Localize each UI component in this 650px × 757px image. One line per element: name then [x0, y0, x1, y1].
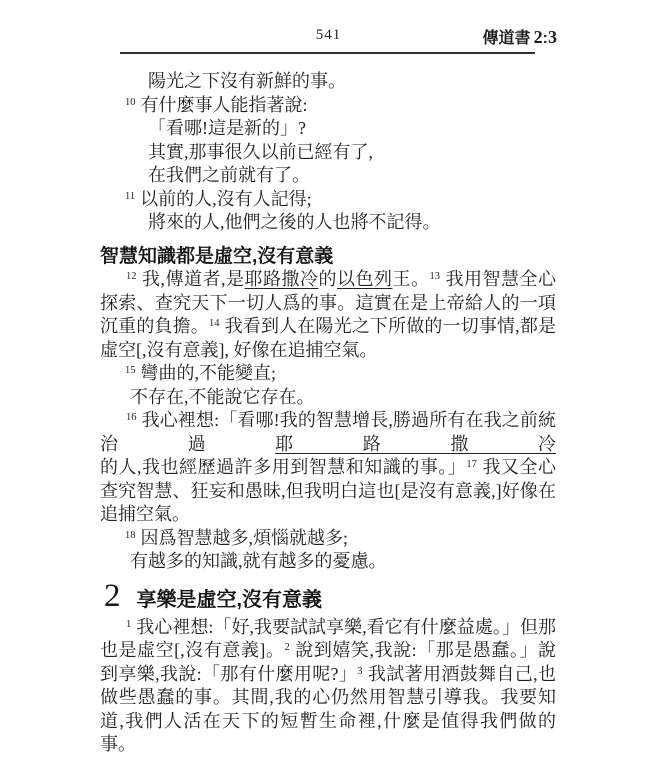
proper-noun-underlined: 以色列 [337, 269, 393, 289]
verse-number: 15 [125, 365, 136, 376]
body-text: 有越多的知識,就有越多的憂慮。 [130, 551, 387, 571]
poetry-block [100, 362, 556, 409]
body-text: 其實,那事很久以前已經有了, [148, 141, 373, 162]
scripture-content [100, 70, 556, 757]
poetry-block [100, 527, 556, 574]
poetry-line [100, 141, 556, 165]
verse-number: 18 [125, 529, 136, 541]
body-paragraph [100, 268, 556, 362]
chapter-title: 享樂是虛空,沒有意義 [136, 588, 323, 611]
book-title: 傳道書 [482, 30, 531, 47]
body-text: 我心裡想:「好,我要試試享樂,看它有什麼益處。」但那也是虛空[,沒有意義]。 [100, 616, 556, 660]
body-text: 有什麼事人能指著說: [140, 94, 308, 115]
body-text: 陽光之下沒有新鮮的事。 [148, 71, 346, 91]
body-text: 在我們之前就有了。 [148, 165, 310, 185]
poetry-line [100, 70, 556, 94]
reference-separator: : [542, 30, 548, 47]
body-text: 我,傳道者,是 [141, 269, 245, 289]
verse-number: 11 [125, 190, 136, 202]
verse-number: 13 [429, 271, 440, 282]
poetry-line [100, 362, 556, 386]
proper-noun-underlined: 耶路撒冷 [244, 269, 319, 289]
page-header [100, 27, 557, 49]
poetry-line [100, 211, 556, 235]
poetry-line [100, 527, 556, 551]
section-heading: 智慧知識都是虛空,沒有意義 [100, 245, 334, 267]
poetry-line [100, 550, 556, 574]
poetry-line [100, 94, 556, 118]
body-text: 我看到人在陽光之下所做的一切事情,都是虛空[,沒有意義], 好像在追捕空氣。 [100, 316, 557, 360]
body-paragraph [100, 616, 556, 757]
page-number: 541 [315, 27, 342, 43]
verse-number: 2 [284, 642, 290, 653]
reference-verse: 3 [548, 27, 557, 47]
poetry-line [100, 188, 556, 212]
body-text: 我心裡想:「看哪!我的智慧增長,勝過所有在我之前統治過 [100, 410, 556, 454]
body-text: 王。 [392, 269, 430, 289]
chapter-heading-row [104, 577, 556, 615]
poetry-line [100, 117, 556, 141]
body-text: 因爲智慧越多,煩惱就越多; [140, 527, 348, 548]
verse-number: 1 [126, 618, 132, 630]
poetry-block [100, 70, 556, 235]
verse-number: 16 [126, 412, 137, 423]
body-text: 「看哪!這是新的」? [148, 118, 306, 138]
verse-number: 14 [208, 318, 220, 329]
body-text: 不存在,不能說它存在。 [130, 386, 315, 407]
body-text: 以前的人,沒有人記得; [140, 188, 312, 209]
chapter-number: 2 [104, 577, 121, 614]
verse-number: 17 [466, 459, 477, 470]
body-paragraph [100, 409, 556, 527]
proper-noun-underlined: 耶路撒冷 [275, 433, 557, 454]
poetry-line [100, 386, 556, 410]
reference-chapter: 2 [533, 27, 543, 47]
body-text: 將來的人,他們之後的人也將不記得。 [148, 212, 441, 232]
body-text: 彎曲的,不能變直; [140, 363, 277, 383]
body-text: 說到嬉笑,我說:「那是愚蠢。」說到享樂,我說:「那有什麼用呢?」 [100, 640, 556, 684]
body-text: 的人,我也經歷過許多用到智慧和知識的事。」 [100, 457, 467, 477]
verse-number: 10 [125, 96, 136, 108]
poetry-line [100, 164, 556, 188]
body-text: 我用智慧全心探索、查究天下一切人爲的事。這實在是上帝給人的一項沉重的負擔。 [100, 269, 556, 336]
body-text: 我試著用酒鼓舞自己,也做些愚蠢的事。其間,我的心仍然用智慧引導我。我要知道,我們人活在天下的短暫生命裡,什麼是值得我們做的事。 [100, 663, 557, 754]
body-text: 的 [318, 269, 337, 289]
book-reference [482, 25, 557, 48]
body-text: 我又全心查究智慧、狂妄和愚昧,但我明白這也[是沒有意義,]好像在追捕空氣。 [100, 457, 557, 524]
header-rule-divider [120, 52, 535, 54]
verse-number: 3 [357, 665, 363, 677]
verse-number: 12 [126, 271, 137, 282]
